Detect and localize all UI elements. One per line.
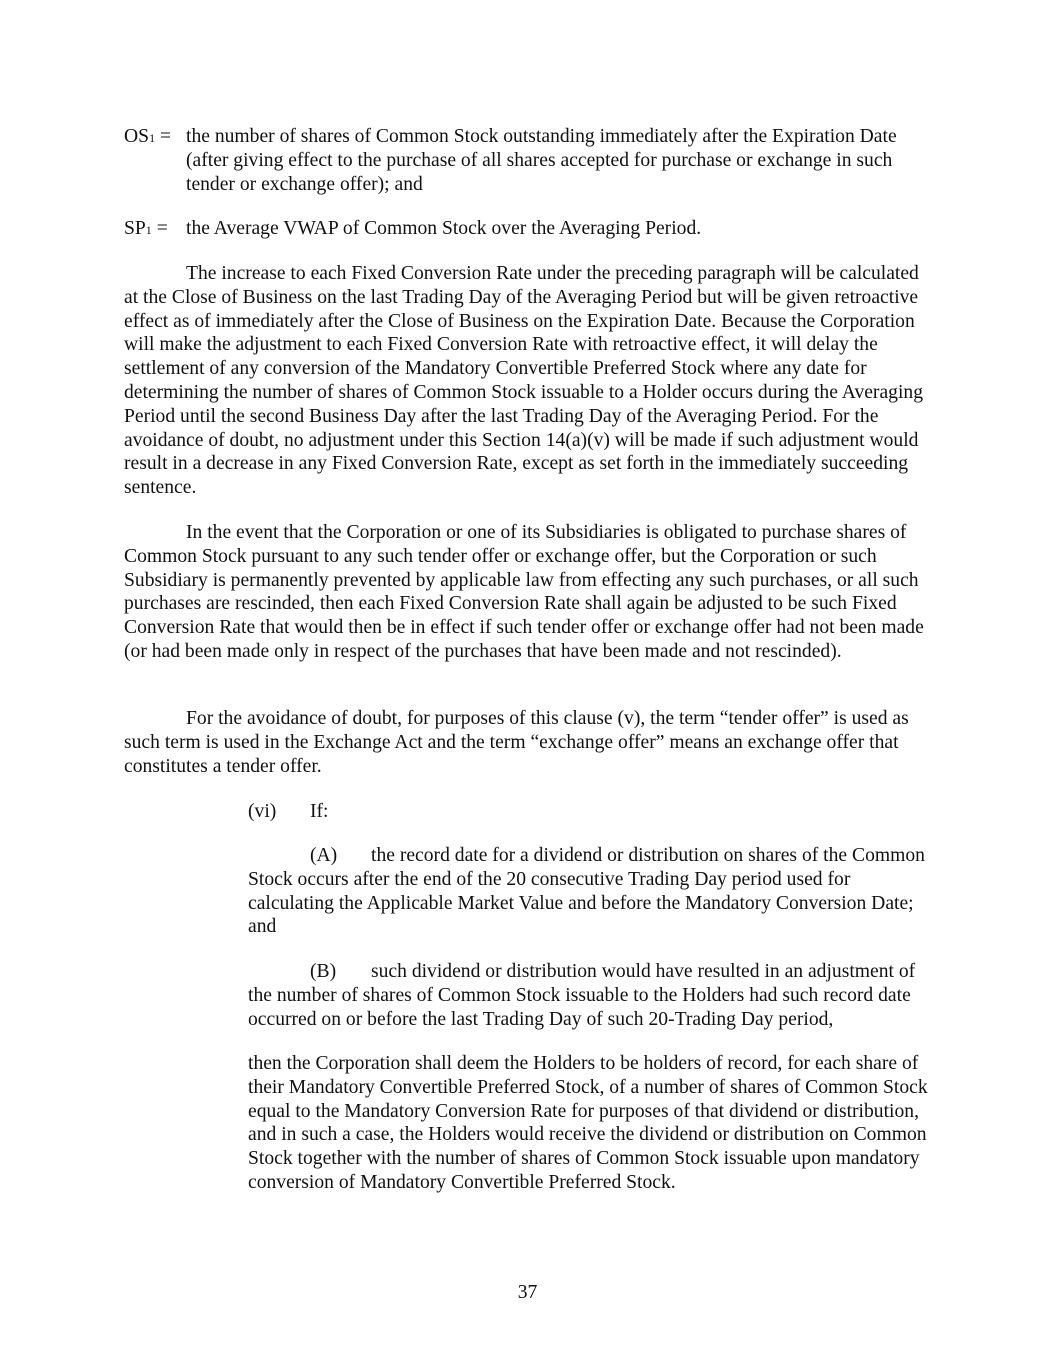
clause-vi-conclusion: then the Corporation shall deem the Holders to be holders of record, for each share of their Mandatory Convertible Preferred Stock, of a number of shares of Common Stock equal to the Mandatory Conversion Rate for purposes of that dividend or distribution, and in such a case, the Holders would receive the dividend or distribution on Common Stock together with the number of shares of Common Stock issuable upon mandatory conversion of Mandatory Convertible Preferred Stock. xyxy=(248,1053,928,1193)
term-subscript: 1 xyxy=(145,223,152,237)
clause-vi-item-a xyxy=(248,844,934,939)
item-b-label: (B) xyxy=(310,961,337,982)
clause-vi-if: If: xyxy=(310,801,329,822)
definition-os1 xyxy=(124,125,934,196)
paragraph-event: In the event that the Corporation or one of its Subsidiaries is obligated to purchase shares of Common Stock pursuant to any such tender offer or exchange offer, but the Corporation or such Subsidiary is permanently prevented by applicable law from effecting any such purchases, or all such purchases are rescinded, then each Fixed Conversion Rate shall again be adjusted to be such Fixed Conversion Rate that would then be in effect if such tender offer or exchange offer had not been made (or had been made only in respect of the purchases that have been made and not rescinded). xyxy=(124,522,924,662)
clause-vi-heading xyxy=(248,800,934,824)
clause-vi-label: (vi) xyxy=(248,801,277,822)
term-equals: = xyxy=(155,126,172,147)
paragraph-avoidance: For the avoidance of doubt, for purposes of this clause (v), the term “tender offer” is used as such term is used in the Exchange Act and the term “exchange offer” means an exchange offer that constitutes a tender offer. xyxy=(124,708,909,777)
item-b-text: such dividend or distribution would have resulted in an adjustment of the number of shares of Common Stock issuable to the Holders had such record date occurred on or before the last Trading Day of such 20-Trading Day period, xyxy=(248,961,916,1030)
term-symbol: OS xyxy=(124,126,150,147)
item-a-label: (A) xyxy=(310,845,338,866)
definition-term-sp1 xyxy=(124,217,168,243)
page-number: 37 xyxy=(517,1282,538,1303)
item-a-text: the record date for a dividend or distribution on shares of the Common Stock occurs after the end of the 20 consecutive Trading Day period used for calculating the Applicable Market Value and before the Mandatory Conversion Date; and xyxy=(248,845,925,938)
term-symbol: SP xyxy=(124,218,146,239)
definition-body-os1: the number of shares of Common Stock outstanding immediately after the Expiration Date (after giving effect to the purchase of all shares accepted for purchase or exchange in such tender or exchange offer); and xyxy=(186,126,897,195)
clause-vi-item-b xyxy=(248,960,934,1031)
definition-term-os1 xyxy=(124,125,171,151)
term-equals: = xyxy=(151,218,168,239)
definition-sp1 xyxy=(124,217,934,241)
definition-body-sp1: the Average VWAP of Common Stock over the Averaging Period. xyxy=(186,218,702,239)
paragraph-increase: The increase to each Fixed Conversion Rate under the preceding paragraph will be calculated at the Close of Business on the last Trading Day of the Averaging Period but will be given retroactive effect as of immediately after the Close of Business on the Expiration Date. Because the Corporation will make the adjustment to each Fixed Conversion Rate with retroactive effect, it will delay the settlement of any conversion of the Mandatory Convertible Preferred Stock where any date for determining the number of shares of Common Stock issuable to a Holder occurs during the Averaging Period until the second Business Day after the last Trading Day of the Averaging Period. For the avoidance of doubt, no adjustment under this Section 14(a)(v) will be made if such adjustment would result in a decrease in any Fixed Conversion Rate, except as set forth in the immediately succeeding sentence. xyxy=(124,263,923,499)
term-subscript: 1 xyxy=(149,131,156,145)
